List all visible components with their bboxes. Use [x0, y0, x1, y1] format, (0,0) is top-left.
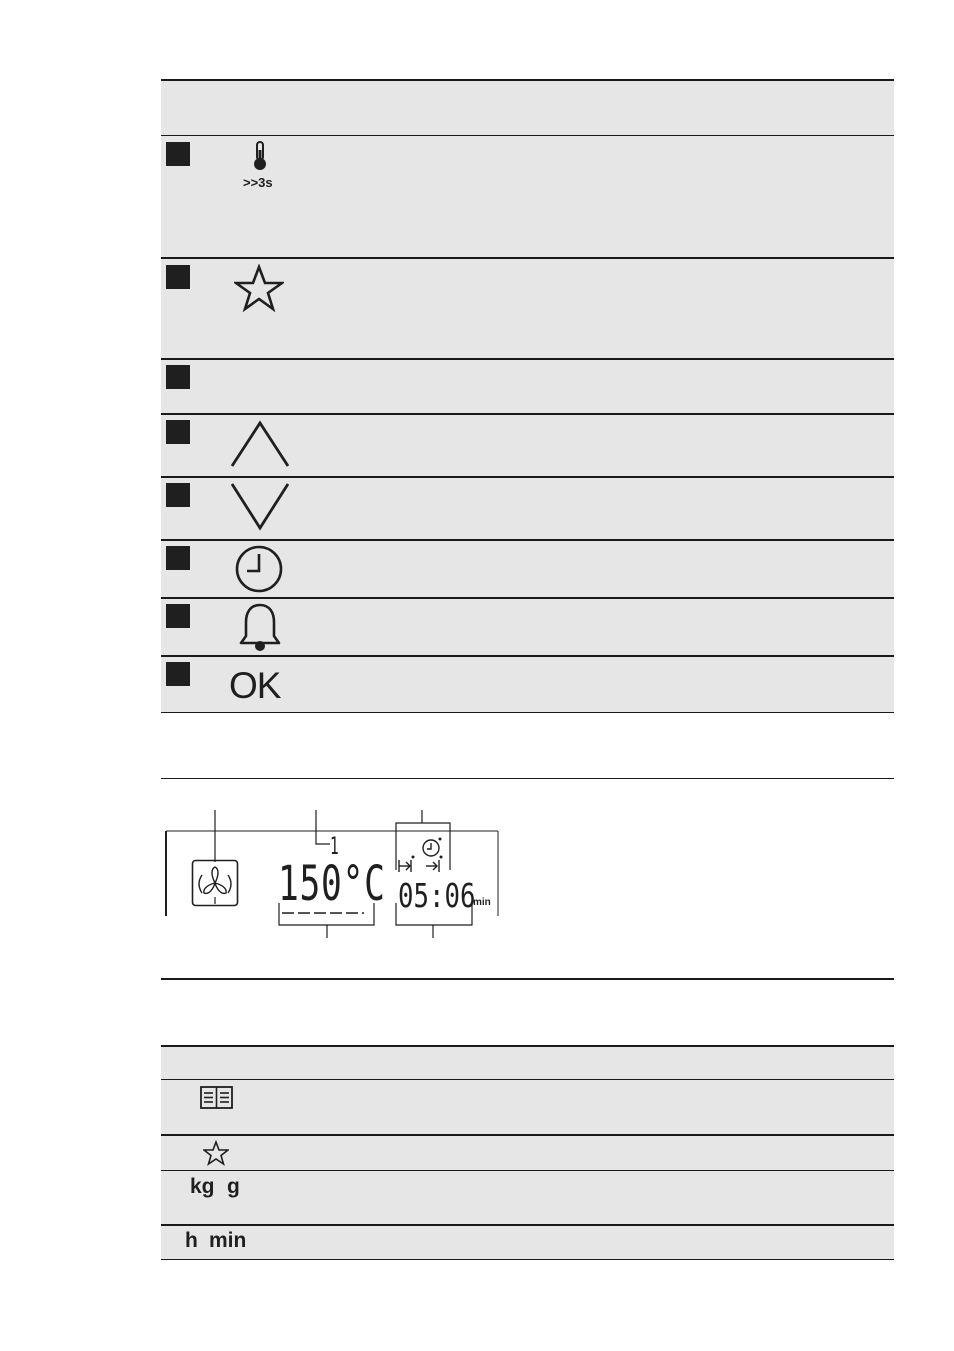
- end-time-icon: [424, 855, 446, 875]
- row-marker: [166, 546, 190, 570]
- row-marker: [166, 142, 190, 166]
- unit-g: g: [227, 1175, 240, 1198]
- level-readout: 1: [330, 832, 339, 860]
- clock-icon: [421, 837, 443, 857]
- fan-icon: [191, 859, 239, 907]
- section-rule: [161, 778, 894, 779]
- row-marker: [166, 420, 190, 444]
- unit-min: min: [209, 1229, 247, 1252]
- thermometer-icon: [250, 140, 270, 172]
- time-readout: 05:06: [398, 876, 476, 915]
- row-marker: [166, 662, 190, 686]
- hold-hint: >>3s: [243, 175, 273, 190]
- duration-icon: [397, 855, 417, 875]
- clock-icon: [234, 545, 284, 593]
- ok-label: OK: [229, 665, 281, 706]
- indicator-row-weight: [161, 1171, 894, 1224]
- unit-h: h: [185, 1229, 198, 1252]
- indicator-row-recipe: [161, 1080, 894, 1134]
- table-header-row: [161, 81, 894, 135]
- chevron-down-icon: [230, 481, 290, 531]
- chevron-up-icon: [230, 420, 290, 468]
- temperature-readout: [278, 856, 386, 912]
- temperature-value: 150: [278, 856, 343, 912]
- bell-icon: [238, 602, 282, 652]
- indicator-row-time: [161, 1226, 894, 1259]
- unit-kg: kg: [190, 1175, 215, 1198]
- row-marker: [166, 604, 190, 628]
- table-header-row: [161, 1047, 894, 1079]
- row-marker: [166, 365, 190, 389]
- section-rule: [161, 978, 894, 980]
- star-icon: [203, 1140, 229, 1166]
- star-icon: [234, 264, 284, 312]
- time-unit: min: [473, 897, 491, 908]
- row-marker: [166, 483, 190, 507]
- row-marker: [166, 265, 190, 289]
- table-bottom-rule: [161, 1259, 894, 1260]
- control-row-temperature: [161, 136, 894, 257]
- recipe-book-icon: [200, 1086, 233, 1109]
- table-bottom-rule: [161, 712, 894, 713]
- indicator-row-favourite: [161, 1136, 894, 1170]
- control-row-blank: [161, 360, 894, 413]
- temperature-unit: °C: [342, 856, 386, 912]
